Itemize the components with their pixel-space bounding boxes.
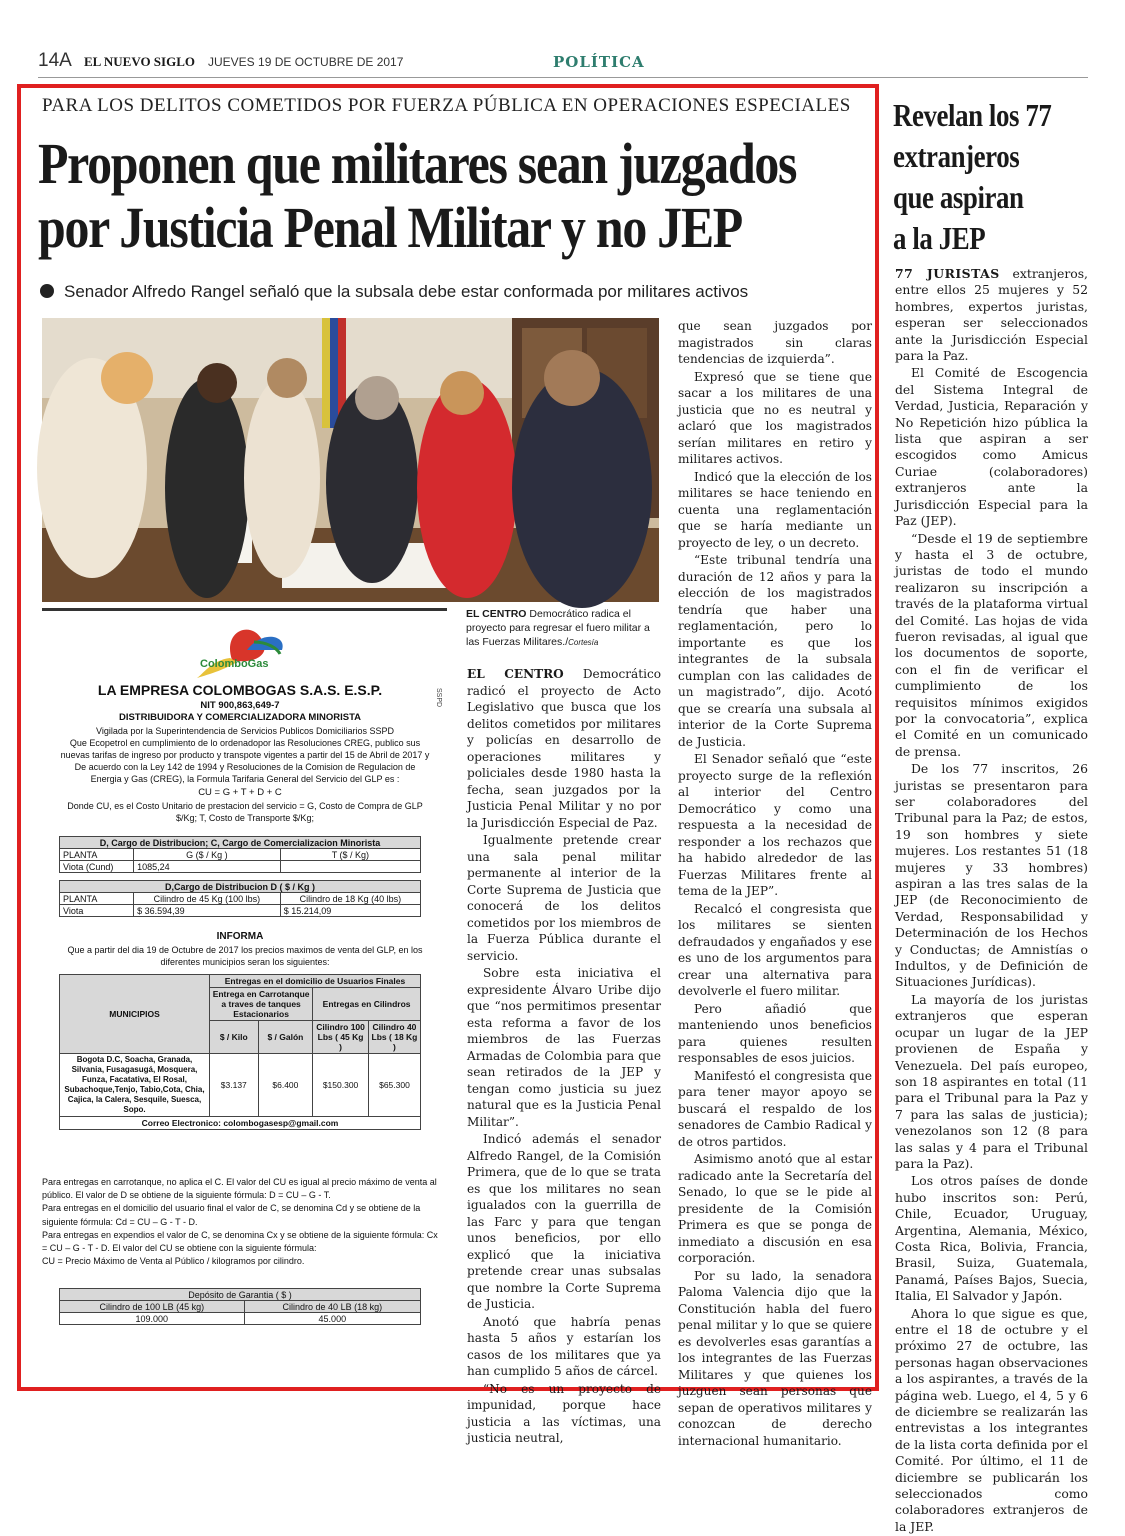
deposit-table — [59, 1288, 421, 1325]
sidebar-headline-line: Revelan los 77 — [893, 97, 1052, 133]
headline-line-1: Proponen que militares sean juzgados — [38, 131, 797, 196]
table-cell: $ 15.214,09 — [280, 905, 420, 917]
municipios-header: MUNICIPIOS — [60, 975, 210, 1054]
contact-email: Correo Electronico: colombogasesp@gmail.com — [60, 1117, 421, 1130]
colombogas-advertisement — [42, 608, 447, 1388]
sidebar-headline-line: extranjeros — [893, 138, 1020, 174]
subhead-text: Senador Alfredo Rangel señaló que la subsala debe estar conformada por militares activos — [64, 282, 749, 301]
table-cell: 45.000 — [244, 1313, 420, 1325]
table-cell: $6.400 — [258, 1054, 313, 1117]
table-header: Cilindro de 100 LB (45 kg) — [60, 1301, 245, 1313]
table-cell: Viota (Cund) — [60, 861, 134, 873]
logo-wordmark: ColomboGas — [200, 658, 269, 670]
table-header: D,Cargo de Distribucion D ( $ / Kg ) — [60, 881, 421, 893]
paragraph-text: extranjeros, entre ellos 25 mujeres y 52 hombres, expertos juristas, esperan ser seleccionados ante la Jurisdicción Especial para la Paz. — [895, 266, 1089, 364]
paragraph — [467, 666, 661, 831]
paragraph: “Este tribunal tendría una duración de 12 años y para la elección de los magistrados tendría que haber una reglamentación, pero lo importante es que los integrantes de la subsala cumplan con las calidades de un magistrado”, dijo. Acotó que se crearía una subsala al interior de la Corte Suprema de Justicia. — [678, 553, 872, 749]
table-row — [60, 1313, 421, 1325]
masthead — [38, 50, 1088, 78]
table-cell: Viota — [60, 905, 134, 917]
paragraph: Indicó además el senador Alfredo Rangel, de la Comisión Primera, que de lo que se trata es que los militares no sean igualados con la guerrilla de las Farc y para que tengan unos beneficios, por ello explicó que la iniciativa pretende crear unas subsalas que nombre la Corte Suprema de Justicia. — [467, 1132, 661, 1311]
informa-text: Que a partir del dia 19 de Octubre de 2017 los precios maximos de venta del GLP, en los diferentes municipios seran los siguientes: — [67, 945, 423, 967]
table-cell: T ($ / Kg) — [280, 849, 420, 861]
article-column-2 — [678, 318, 872, 1450]
table-header: Entregas en el domicilio de Usuarios Finales — [210, 975, 421, 988]
tariff-formula: CU = G + T + D + C — [198, 787, 282, 798]
paragraph: Expresó que se tiene que sacar a los militares de una justicia que no es neutral y aclaró que los magistrados serían militares en retiro y militares activos. — [678, 369, 872, 466]
table-cell: Cilindro de 18 Kg (40 lbs) — [280, 893, 420, 905]
paragraph: “No es un proyecto de impunidad, porque hace justicia a las víctimas, una justicia neutral, — [467, 1381, 661, 1445]
formula-definitions: Donde CU, es el Costo Unitario de prestacion del servicio = G, Costo de Compra de GLP $/Kg; T, Costo de Transporte $/Kg; — [67, 801, 423, 823]
photo-caption — [466, 607, 661, 650]
bullet-icon — [40, 284, 54, 298]
paragraph — [895, 266, 1088, 364]
table-header: Entrega en Carrotanque a traves de tanques Estacionarios — [210, 988, 313, 1021]
paragraph: Igualmente pretende crear una sala penal militar permanente al interior de la Corte Suprema de Justicia que conocerá de los delitos cometidos por los miembros de la Fuerza Pública durante el servicio. — [467, 833, 661, 963]
table-header: Cilindro 100 Lbs ( 45 Kg ) — [313, 1021, 369, 1054]
note: Para entregas en expendios el valor de C, se denomina Cx y se obtiene de la siguiente fórmula: Cx = CU – G - T - D. El valor del CU se obtiene con la siguiente fórmula: — [42, 1229, 438, 1254]
table-cell: PLANTA — [60, 893, 134, 905]
article-headline — [38, 132, 881, 260]
paragraph: Manifestó el congresista que para tener mayor apoyo se buscará el respaldo de los senadores de Cambio Radical y de otros partidos. — [678, 1068, 872, 1149]
table-row — [60, 861, 421, 873]
paragraph-text: Democrático radicó el proyecto de Acto Legislativo que busca que los delitos cometidos por militares y policías en desarrollo de operaciones militares y policiales desde 1980 hasta la fecha, sean juzgados por la Justicia Penal Militar y no por la Jurisdicción Especial de Paz. — [467, 667, 662, 830]
table-cell: 109.000 — [60, 1313, 245, 1325]
paragraph: Anotó que habría penas hasta 5 años y estarían los casos de los militares que ya han cumplido 5 años de cárcel. — [467, 1314, 661, 1378]
paragraph: Indicó que la elección de los militares se hace teniendo en cuenta una reglamentación que se haría mediante un proyecto de ley, o un decreto. — [678, 469, 872, 550]
paragraph: “Desde el 19 de septiembre y hasta el 3 de octubre, juristas de todo el mundo realizaron su inscripción a través de la plataforma virtual del Comité. Las hojas de vida fueron revisadas, al igual que los documentos de soporte, con el fin de verificar el cumplimiento de los requisitos mínimos exigidos por la convocatoria”, explica el Comité en un comunicado de prensa. — [895, 530, 1088, 759]
issue-date: JUEVES 19 DE OCTUBRE DE 2017 — [208, 55, 404, 69]
macaw-logo-icon — [192, 620, 302, 680]
table-cell — [280, 861, 420, 873]
caption-credit: Cortesía — [568, 638, 599, 647]
paragraph: Pero añadió que manteniendo unos beneficios para quienes resulten responsables de esos juicios. — [678, 1001, 872, 1065]
note: Para entregas en carrotanque, no aplica el C. El valor del CU es igual al precio máximo de venta al público. El valor de D se obtiene de la siguiente fórmula: D = CU – G - T. — [42, 1177, 437, 1201]
paragraph: Sobre esta iniciativa el expresidente Álvaro Uribe dijo que “nos permitimos presentar esta reforma a favor de los miembros de las Fuerzas Armadas de Colombia para que sean retirados de la JEP y tengan como justicia su juez natural que es la Justicia Penal Militar”. — [467, 966, 661, 1129]
sidebar-headline — [893, 95, 1093, 259]
table-header: Depósito de Garantia ( $ ) — [60, 1289, 421, 1301]
paragraph: El Comité de Escogencia del Sistema Integral de Verdad, Justicia, Reparación y No Repetición hizo pública la lista que aspiran a ser escogidos como Amicus Curiae (colaboradores) extranjeros ante la Jurisdicción Especial para la Paz (JEP). — [895, 365, 1088, 529]
caption-text: Democrático radica el proyecto para regresar el fuero militar a las Fuerzas Militares./ — [466, 608, 650, 648]
paragraph-lead: EL CENTRO — [467, 667, 564, 681]
vigilada-text: Vigilada por la Superintendencia de Servicios Publicos Domiciliarios SSPD — [96, 726, 394, 736]
page-number: 14A — [38, 50, 72, 71]
table-row — [60, 905, 421, 917]
table-header: $ / Kilo — [210, 1021, 259, 1054]
ad-notes — [42, 1176, 438, 1268]
note: Para entregas en el domicilio del usuario final el valor de C, se denomina Cd y se obtiene de la siguiente fórmula: Cd = CU – G - T - D. — [42, 1203, 421, 1227]
paragraph: El Senador señaló que “este proyecto surge de la reflexión al interior del Centro Democrático y como una respuesta a la necesidad de responder a los rechazos que ha habido alrededor de las Fuerzas Militares frente al tema de la JEP”. — [678, 752, 872, 898]
intro-text: Que Ecopetrol en cumplimiento de lo ordenadopor las Resoluciones CREG, publico sus nuevas tarifas de ingreso por producto y transpote vigentes a partir del 15 de Abril de 2017 y De acuerdo con la Ley 142 de 1994 y Resoluciones de la Comision de Regulacion de Energia y Gas (CREG), la Formula Tarifaria General del Servicio del GLP es : — [60, 738, 430, 784]
article-column-1 — [467, 666, 661, 1448]
paragraph: Ahora lo que sigue es que, entre el 18 de octubre y el próximo 27 de octubre, las personas hagan observaciones a los aspirantes, a través de la página web. Luego, el 4, 5 y 6 de diciembre se realizarán las entrevistas a los integrantes de la lista corta definida por el Comité. Por último, el 11 de diciembre se publicarán los seleccionados como colaboradores extranjeros de la JEP. — [895, 1305, 1088, 1534]
price-table — [59, 974, 421, 1130]
table-row — [60, 893, 421, 905]
table-cell: G ($ / Kg ) — [134, 849, 281, 861]
newspaper-name: EL NUEVO SIGLO — [84, 54, 195, 69]
table-header: Entregas en Cilindros — [313, 988, 421, 1021]
table-header: Cilindro 40 Lbs ( 18 Kg ) — [368, 1021, 420, 1054]
article-photo — [42, 318, 659, 602]
sspd-stamp: SSPD — [435, 688, 442, 708]
sidebar-headline-line: que aspiran — [893, 179, 1024, 215]
informa-heading: INFORMA — [216, 931, 264, 942]
article-subhead — [40, 282, 860, 302]
table-cell: $65.300 — [368, 1054, 420, 1117]
table-header: D, Cargo de Distribucion; C, Cargo de Comercializacion Minorista — [60, 837, 421, 849]
sidebar-headline-line: a la JEP — [893, 220, 986, 256]
table-cell: 1085,24 — [134, 861, 281, 873]
section-name: POLÍTICA — [553, 53, 645, 71]
distribution-charges-table — [59, 836, 421, 917]
paragraph: De los 77 inscritos, 26 juristas se presentaron para ser colaboradores del Tribunal para la Paz; de estos, 19 son hombres y siete mujeres. Los restantes 51 (18 mujeres y 33 hombres) aspiran a las tres salas de la JEP (de Reconocimiento de Verdad, Responsabilidad y Determinación de los Hechos y Conductas; de Amnistías o Indultos, y de Definición de Situaciones Jurídicas). — [895, 761, 1088, 990]
note: CU = Precio Máximo de Venta al Público / kilogramos por cilindro. — [42, 1256, 305, 1267]
sidebar-column — [895, 266, 1088, 1536]
company-nit: NIT 900,863,649-7 — [200, 700, 280, 711]
paragraph: La mayoría de los juristas extranjeros que esperan ocupar un lugar de la JEP provienen de España y Venezuela. Del país europeo, son 18 aspirantes en total (11 para el Tribunal para la Paz y 7 para las salas de justicia); venezolanos son 12 (8 para las salas y 4 para el Tribunal para la Paz). — [895, 991, 1088, 1171]
table-header: Cilindro de 40 LB (18 kg) — [244, 1301, 420, 1313]
table-header: $ / Galón — [258, 1021, 313, 1054]
municipios-list: Bogota D.C, Soacha, Granada, Silvania, Fusagasugá, Mosquera, Funza, Facatativa, El Rosal, Subachoque,Tenjo, Tabio,Cota, Chia, Cajica, la Calera, Sesquile, Suesca, Sopo. — [60, 1054, 210, 1117]
article-kicker: PARA LOS DELITOS COMETIDOS POR FUERZA PÚBLICA EN OPERACIONES ESPECIALES — [42, 95, 851, 116]
headline-line-2: por Justicia Penal Militar y no JEP — [38, 195, 742, 260]
table-row — [60, 849, 421, 861]
company-name: LA EMPRESA COLOMBOGAS S.A.S. E.S.P. — [97, 682, 383, 698]
paragraph: Los otros países de donde hubo inscritos son: Perú, Chile, Ecuador, Uruguay, Argentina, Alemania, México, Costa Rica, Bolivia, Francia, Brasil, Suiza, Guatemala, Panamá, Países Bajos, Suecia, Italia, El Salvador y Japón. — [895, 1173, 1088, 1304]
table-cell: $ 36.594,39 — [134, 905, 281, 917]
table-cell: PLANTA — [60, 849, 134, 861]
paragraph: que sean juzgados por magistrados sin claras tendencias de izquierda”. — [678, 319, 872, 366]
company-type: DISTRIBUIDORA Y COMERCIALIZADORA MINORISTA — [118, 712, 362, 723]
paragraph: Asimismo anotó que al estar radicado ante la Secretaría del Senado, lo que se le pide al presidente de la Comisión Primera es que se ponga de inmediato a discusión en esa corporación. — [678, 1152, 872, 1265]
paragraph-lead: 77 JURISTAS — [895, 266, 1000, 281]
photo-illustration — [42, 318, 659, 602]
table-row — [60, 1054, 421, 1117]
caption-lead: EL CENTRO — [466, 608, 527, 620]
paragraph: Por su lado, la senadora Paloma Valencia dijo que la Constitución habla del fuero penal militar y lo que se quiere es devolverles esas garantías a los integrantes de las Fuerzas Militares y que quienes los juzguen sean personas que sepan de operativos militares y conozcan de derecho internacional humanitario. — [678, 1268, 872, 1448]
ad-top-rule — [42, 608, 447, 611]
ad-intro — [60, 725, 430, 785]
table-cell: $150.300 — [313, 1054, 369, 1117]
table-cell: $3.137 — [210, 1054, 259, 1117]
paragraph: Recalcó el congresista que los militares se sienten defraudados y engañados y ese es uno de los argumentos para crear una alternativa para devolverle el fuero militar. — [678, 901, 872, 998]
table-cell: Cilindro de 45 Kg (100 lbs) — [134, 893, 281, 905]
